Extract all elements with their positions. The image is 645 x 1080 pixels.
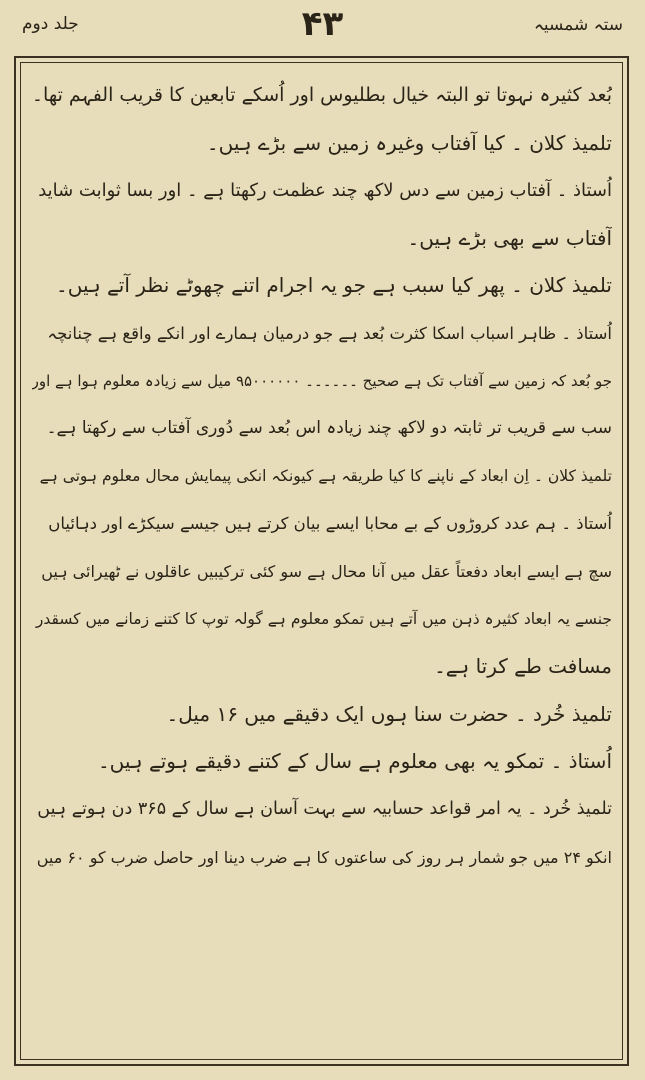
- text-line: انکو ۲۴ میں جو شمار ہر روز کی ساعتوں کا ہے ضرب دینا اور حاصل ضرب کو ۶۰ میں: [36, 847, 612, 867]
- page-header: [0, 0, 645, 58]
- text-line: جو بُعد کہ زمین سے آفتاب تک ہے صحیح ۔۔۔۔۔۔ ۹۵۰۰۰۰۰۰ میل سے زیادہ معلوم ہوا ہے اور: [32, 371, 612, 390]
- book-title: ستہ شمسیہ: [533, 15, 623, 35]
- text-line: اُستاذ ۔ آفتاب زمین سے دس لاکھ چند عظمت رکھتا ہے ۔ اور بسا ثوابت شاید: [38, 180, 612, 202]
- text-line: تلمیذ خُرد ۔ حضرت سنا ہوں ایک دقیقے میں ۱۶ میل۔: [166, 701, 612, 726]
- text-line: سب سے قریب تر ثابتہ دو لاکھ چند زیادہ اس بُعد سے دُوری آفتاب سے رکھتا ہے۔: [46, 418, 612, 439]
- text-line: بُعد کثیرہ نہوتا تو البتہ خیال بطلیوس اور اُسکے تابعین کا قریب الفہم تھا۔: [32, 84, 612, 106]
- text-line: تلمیذ کلان ۔ کیا آفتاب وغیرہ زمین سے بڑے ہیں۔: [206, 130, 612, 155]
- text-line: تلمیذ خُرد ۔ یہ امر قواعد حسابیہ سے بہت آسان ہے سال کے ۳۶۵ دن ہوتے ہیں: [37, 798, 612, 819]
- text-line: تلمیذ کلان ۔ پھر کیا سبب ہے جو یہ اجرام اتنے چھوٹے نظر آتے ہیں۔: [56, 273, 612, 298]
- volume-label: جلد دوم: [22, 14, 79, 34]
- body-text: [32, 72, 612, 881]
- text-line: اُستاذ ۔ ظاہر اسباب اسکا کثرت بُعد ہے جو درمیان ہمارے اور انکے واقع ہے چنانچہ: [47, 323, 612, 343]
- text-line: مسافت طے کرتا ہے۔: [434, 654, 612, 679]
- page-number: ۴۳: [301, 4, 344, 44]
- text-line: تلمیذ کلان ۔ اِن ابعاد کے ناپنے کا کیا طریقہ ہے کیونکہ انکی پیمایش محال معلوم ہوتی ہے: [39, 466, 612, 485]
- text-line: اُستاذ ۔ ہم عدد کروڑوں کے بے محابا ایسے بیان کرتے ہیں جیسے سیکڑے اور دہائیاں: [48, 514, 612, 534]
- text-line: سچ ہے ایسے ابعاد دفعتاً عقل میں آنا محال ہے سو کئی ترکیبیں عاقلوں نے ٹھیرائی ہیں: [41, 561, 612, 581]
- text-line: آفتاب سے بھی بڑے ہیں۔: [407, 225, 612, 250]
- text-line: اُستاذ ۔ تمکو یہ بھی معلوم ہے سال کے کتنے دقیقے ہوتے ہیں۔: [97, 749, 612, 774]
- text-line: جنسے یہ ابعاد کثیرہ ذہن میں آتے ہیں تمکو معلوم ہے گولہ توپ کا کتنے زمانے میں کسقدر: [35, 609, 612, 628]
